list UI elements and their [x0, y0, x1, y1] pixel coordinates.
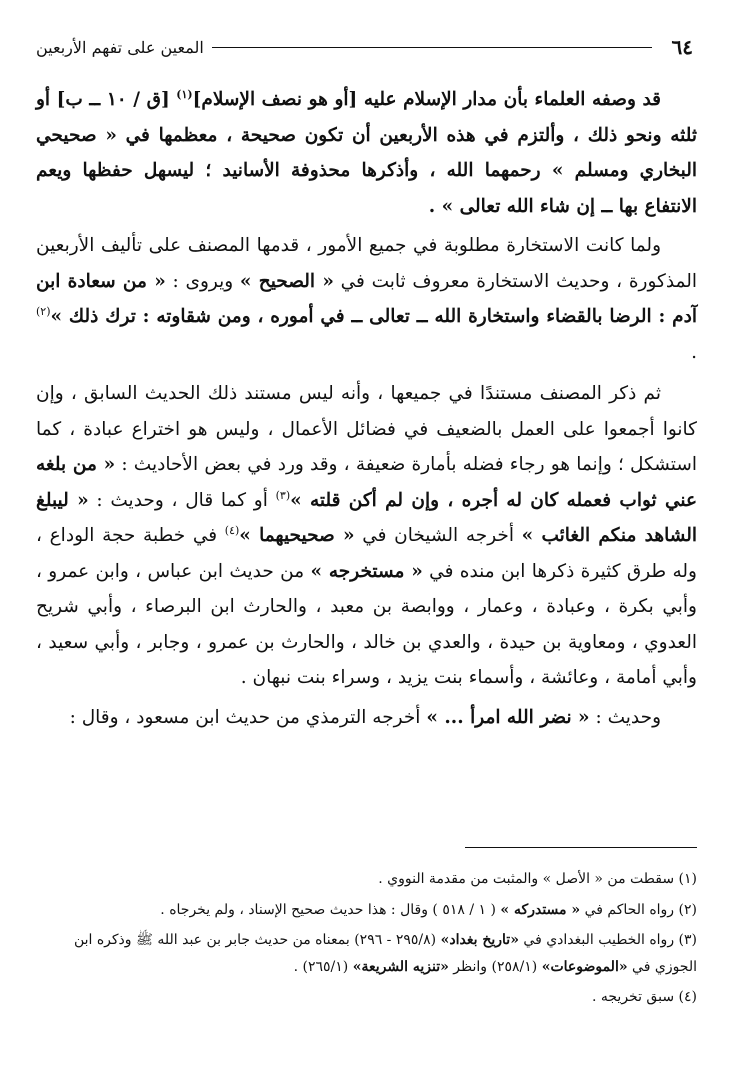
footnote-number: (٢) [678, 901, 697, 918]
footnotes [36, 866, 697, 1015]
paragraph-1 [36, 82, 697, 224]
page-number: ٦٤ [671, 35, 693, 59]
p3-emphasis-4: « مستخرجه » [310, 560, 423, 582]
footnote-1 [36, 866, 697, 893]
p2-emphasis-1: « الصحيح » [239, 270, 334, 292]
footnote-separator [465, 847, 697, 848]
p2-emphasis-2: « من سعادة ابن آدم : الرضا بالقضاء واستخارة الله ــ تعالى ــ في أموره ، ومن شقاوته : ترك ذلك » [36, 270, 697, 327]
footnote-text: سبق تخريجه . [591, 989, 675, 1005]
p3-text-2: أو كما قال ، وحديث : [88, 489, 276, 511]
footnote-text: ( ١ / ٥١٨ ) وقال : هذا حديث صحيح الإسناد ، ولم يخرجاه . [160, 901, 501, 918]
footnote-4 [36, 984, 697, 1011]
footnote-ref-4: (٤) [224, 523, 240, 537]
main-text [36, 82, 697, 739]
p4-text-1: وحديث : [589, 706, 661, 728]
footnote-number: (١) [678, 871, 697, 887]
p3-text-4: في خطبة حجة الوداع ، وله طرق كثيرة ذكرها ابن منده في [36, 525, 697, 582]
p4-text-2: أخرجه الترمذي من حديث ابن مسعود ، وقال : [69, 706, 427, 728]
footnote-text: سقطت من « الأصل » والمثبت من مقدمة النووي . [378, 871, 675, 887]
p3-text-1: ثم ذكر المصنف مستندًا في جميعها ، وأنه ليس مستند ذلك الحديث السابق ، وإن كانوا أجمعوا على العمل بالضعيف في فضائل الأعمال ، وليس هو اختراع عبادة ، كما استشكل ؛ وإنما هو رجاء فضله بأمارة ضعيفة ، وقد ورد في بعض الأحاديث : [36, 383, 697, 475]
p2-text-1: ولما كانت الاستخارة مطلوبة في جميع الأمور ، قدمها المصنف على تأليف الأربعين المذكورة ، وحديث الاستخارة معروف ثابت في [36, 235, 697, 292]
footnote-ref-3: (٣) [275, 488, 291, 502]
footnote-text: رواه الخطيب البغدادي في [518, 932, 675, 948]
footnote-number: (٤) [678, 989, 697, 1005]
footnote-text: رواه الحاكم في [580, 901, 675, 918]
footnote-source-title: «تاريخ بغداد» [440, 932, 519, 948]
footnote-2 [36, 897, 697, 924]
footnote-number: (٣) [678, 932, 697, 948]
footnote-source-title: «تنزيه الشريعة» [352, 958, 449, 975]
p3-text-3: أخرجه الشيخان في [354, 525, 522, 546]
p3-text-5: من حديث ابن عباس ، وابن عمرو ، وأبي بكرة ، وعبادة ، وعمار ، ووابصة بن معبد ، والحارث ابن البرصاء ، وأبي شريح العدوي ، ومعاوية بن حيدة ، والعدي بن خالد ، والحارث بن عمرو ، وجابر ، وأبي سعيد ، وأبي أمامة ، وعائشة ، وأسماء بنت يزيد ، وسراء بنت نبهان . [36, 560, 697, 688]
footnote-3 [36, 927, 697, 980]
page-header [36, 34, 693, 60]
p2-text-2: ويروى : [165, 270, 240, 292]
p3-emphasis-1: « من بلغه عني ثواب فعمله كان له أجره ، وإن لم أكن قلته » [36, 454, 698, 511]
p3-emphasis-3: « صحيحيهما » [239, 525, 355, 546]
footnote-text: (٢٥٨/١) وانظر [448, 958, 542, 975]
header-rule [212, 47, 652, 48]
p1-text-2: [ق / ١٠ ــ ب] أو ثلثه ونحو ذلك ، وألتزم في هذه الأربعين أن تكون صحيحة ، معظمها في « صحيحي البخاري ومسلم » رحمهما الله ، وأذكرها محذوفة الأسانيد ؛ ليسهل حفظها ويعم الانتفاع بها ــ إن شاء الله تعالى » . [36, 89, 697, 217]
footnote-source-title: « مستدركه » [500, 901, 581, 918]
p4-emphasis-1: « نضر الله امرأ ... » [426, 706, 590, 728]
footnote-source-title: «الموضوعات» [541, 958, 628, 975]
footnote-ref-2: (٢) [36, 304, 51, 318]
p3-emphasis-2: « ليبلغ الشاهد منكم الغائب » [36, 489, 697, 546]
p2-text-3: . [691, 341, 697, 363]
footnote-text: (٢٩٥/٨ - ٢٩٦) بمعناه من حديث جابر بن عبد الله ﷺ وذكره ابن الجوزي في [73, 932, 697, 975]
footnote-ref-1: (١) [176, 87, 193, 101]
paragraph-2 [36, 228, 697, 370]
running-title: المعين على تفهم الأربعين [36, 37, 204, 57]
paragraph-3 [36, 376, 697, 696]
footnote-text: (٢٦٥/١) . [293, 958, 353, 975]
paragraph-4 [36, 700, 697, 736]
p1-text-1: قد وصفه العلماء بأن مدار الإسلام عليه [أو هو نصف الإسلام] [192, 89, 662, 110]
